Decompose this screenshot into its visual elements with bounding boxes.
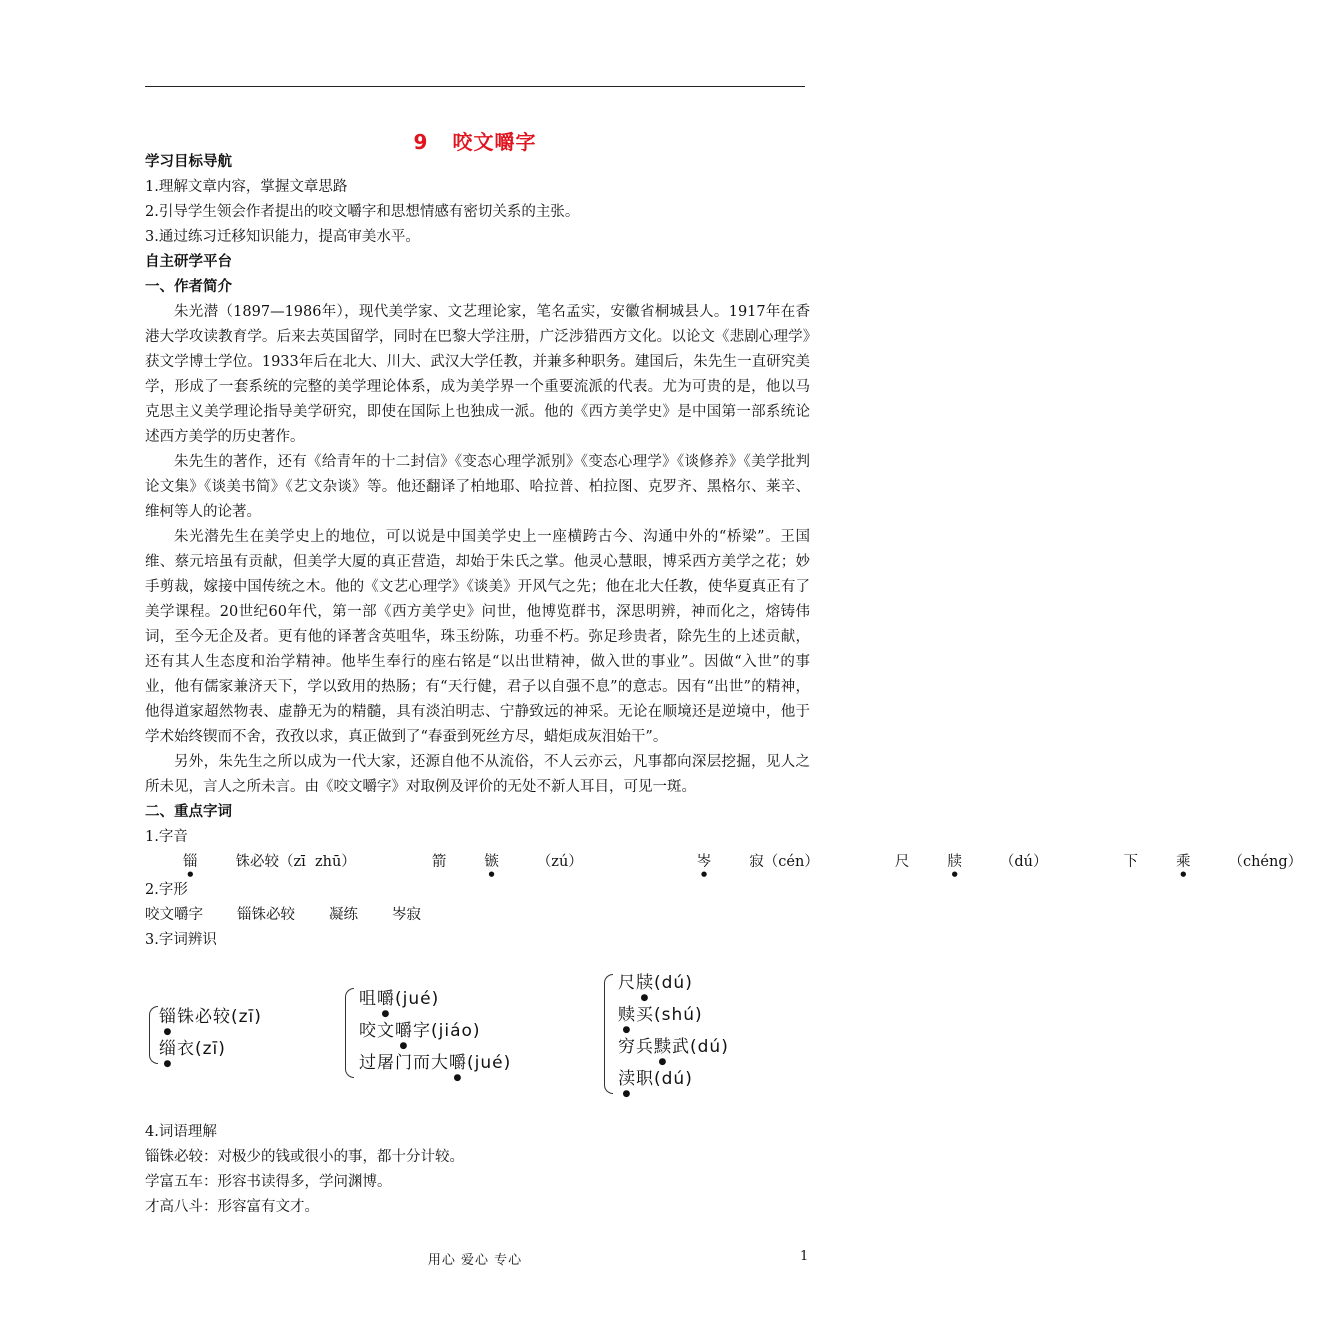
header-rule (145, 86, 805, 87)
pronunciation-row (145, 850, 1303, 878)
discrimination-item: 穷兵黩武(dú) (618, 1037, 729, 1057)
shape-item: 凝练 (329, 907, 358, 923)
discrimination-item: 咀嚼(jué) (359, 989, 440, 1009)
pronunciation-item: 箭 镞 （zú） (431, 854, 583, 870)
goal-item: 2.引导学生领会作者提出的咬文嚼字和思想情感有密切关系的主张。 (145, 204, 580, 220)
shape-item: 咬文嚼字 (145, 907, 203, 923)
meaning-item: 锱铢必较：对极少的钱或很小的事，都十分计较。 (145, 1149, 464, 1165)
brace-icon (345, 988, 354, 1078)
shape-item: 岑寂 (392, 907, 421, 923)
discrimination-item: 赎买(shú) (618, 1005, 703, 1025)
goals-heading: 学习目标导航 (145, 154, 232, 170)
discrimination-item: 尺牍(dú) (618, 973, 693, 993)
author-paragraph: 朱先生的著作，还有《给青年的十二封信》《变态心理学派别》《变态心理学》《谈修养》《美学批判论文集》《谈美书简》《艺文杂谈》等。他还翻译了柏地耶、哈拉普、柏拉图、克罗齐、黑格尔、莱辛、维柯等人的论著。 (145, 454, 810, 520)
lesson-title: 咬文嚼字 (452, 130, 537, 154)
pronunciation-item: 岑 寂（cén） (696, 854, 819, 870)
pronunciation-item: 锱 铢必较（zī zhū） (183, 854, 356, 870)
discrimination-item: 锱铢必较(zī) (159, 1007, 262, 1027)
pronunciation-item: 尺 牍 （dú） (894, 854, 1048, 870)
meaning-item: 学富五车：形容书读得多，学问渊博。 (145, 1174, 392, 1190)
page-number: 1 (800, 1249, 809, 1264)
author-paragraph: 朱光潜先生在美学史上的地位，可以说是中国美学史上一座横跨古今、沟通中外的“桥梁”。王国维、蔡元培虽有贡献，但美学大厦的真正营造，却始于朱氏之掌。他灵心慧眼，博采西方美学之花；妙手剪裁，嫁接中国传统之木。他的《文艺心理学》《谈美》开风气之先；他在北大任教，使华夏真正有了美学课程。20世纪60年代，第一部《西方美学史》问世，他博览群书，深思明辨，神而化之，熔铸伟词，至今无企及者。更有他的译著含英咀华，珠玉纷陈，功垂不朽。弥足珍贵者，除先生的上述贡献，还有其人生态度和治学精神。他毕生奉行的座右铭是“以出世精神，做入世的事业”。因做“入世”的事业，他有儒家兼济天下，学以致用的热肠；有“天行健，君子以自强不息”的意志。因有“出世”的精神，他得道家超然物表、虚静无为的精髓，具有淡泊明志、宁静致远的神采。无论在顺境还是逆境中，他于学术始终锲而不舍，孜孜以求，真正做到了“春蚕到死丝方尽，蜡炬成灰泪始干”。 (145, 529, 810, 745)
platform-heading: 自主研学平台 (145, 254, 232, 270)
discrimination-item: 渎职(dú) (618, 1069, 693, 1089)
discrimination-item: 过屠门而大嚼(jué) (359, 1053, 512, 1073)
pronunciation-item: 下 乘 （chéng） (1123, 854, 1303, 870)
discrimination-groups (145, 968, 810, 1098)
author-paragraph: 朱光潜（1897—1986年），现代美学家、文艺理论家，笔名孟实，安徽省桐城县人。1917年在香港大学攻读教育学。后来去英国留学，同时在巴黎大学注册，广泛涉猎西方文化。以论文《悲剧心理学》获文学博士学位。1933年后在北大、川大、武汉大学任教，并兼多种职务。建国后，朱先生一直研究美学，形成了一套系统的完整的美学理论体系，成为美学界一个重要流派的代表。尤为可贵的是，他以马克思主义美学理论指导美学研究，即使在国际上也独成一派。他的《西方美学史》是中国第一部系统论述西方美学的历史著作。 (145, 304, 810, 445)
author-paragraph: 另外，朱先生之所以成为一代大家，还源自他不从流俗，不人云亦云，凡事都向深层挖掘，见人之所未见，言人之所未言。由《咬文嚼字》对取例及评价的无处不新人耳目，可见一斑。 (145, 754, 810, 795)
discrimination-item: 咬文嚼字(jiáo) (359, 1021, 481, 1041)
meaning-section (145, 1120, 810, 1220)
brace-icon (604, 974, 613, 1094)
shape-label: 2.字形 (145, 882, 188, 898)
meaning-item: 才高八斗：形容富有文才。 (145, 1199, 319, 1215)
discrimination-item: 缁衣(zī) (159, 1039, 226, 1059)
pronunciation-label: 1.字音 (145, 829, 188, 845)
lesson-number: 9 (413, 130, 429, 154)
document-body (145, 150, 1303, 953)
meaning-label: 4.词语理解 (145, 1124, 217, 1140)
goal-item: 1.理解文章内容，掌握文章思路 (145, 179, 348, 195)
author-heading: 一、作者简介 (145, 279, 232, 295)
footer-slogan: 用心 爱心 专心 (427, 1253, 523, 1268)
shape-row (145, 903, 810, 928)
goal-item: 3.通过练习迁移知识能力，提高审美水平。 (145, 229, 420, 245)
brace-icon (149, 1006, 158, 1064)
keywords-heading: 二、重点字词 (145, 804, 232, 820)
shape-item: 锱铢必较 (237, 907, 295, 923)
discrimination-label: 3.字词辨识 (145, 932, 217, 948)
